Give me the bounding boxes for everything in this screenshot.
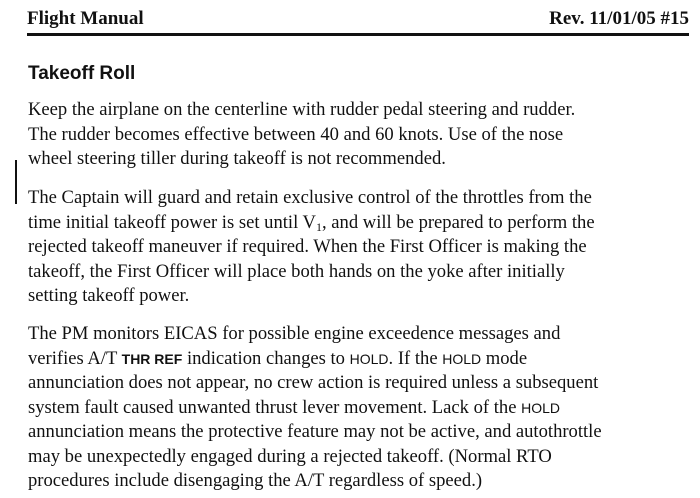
text-run: . If the [388,347,443,369]
text-run: , and will be prepared to perform the [322,211,595,233]
paragraph-line: Keep the airplane on the centerline with rudder pedal steering and rudder. [28,99,576,120]
paragraph-line: setting takeoff power. [28,285,190,306]
text-run: mode [481,347,528,369]
hold-annunciation: HOLD [349,350,389,367]
paragraph-line: annunciation means the protective feature may not be active, and autothrottle [28,421,602,442]
revision-change-bar [15,160,17,204]
paragraph-line: wheel steering tiller during takeoff is not recommended. [28,148,446,169]
v1-subscript: 1 [316,219,322,234]
paragraph-line [28,211,693,236]
paragraph-centerline [28,98,693,172]
paragraph-line: rejected takeoff maneuver if required. When the First Officer is making the [28,236,587,257]
revision-label: Rev. 11/01/05 #15 [549,8,689,29]
paragraph-line: annunciation does not appear, no crew action is required unless a subsequent [28,372,599,393]
paragraph-line: procedures include disengaging the A/T regardless of speed.) [28,470,483,491]
section-title: Takeoff Roll [28,63,136,84]
text-run: system fault caused unwanted thrust lever movement. Lack of the [28,396,522,418]
paragraph-throttle-control [28,186,693,309]
paragraph-line: The rudder becomes effective between 40 and 60 knots. Use of the nose [28,123,564,145]
paragraph-eicas-monitoring [28,322,693,494]
paragraph-line [28,396,693,421]
text-run: verifies A/T [28,347,122,369]
text-run: indication changes to [182,347,350,369]
paragraph-line: The PM monitors EICAS for possible engine exceedence messages and [28,323,561,344]
header-divider [27,33,689,36]
paragraph-line: may be unexpectedly engaged during a rejected takeoff. (Normal RTO [28,445,552,467]
hold-annunciation: HOLD [442,350,482,367]
thr-ref-annunciation: THR REF [121,350,183,367]
hold-annunciation: HOLD [521,399,561,416]
paragraph-line: takeoff, the First Officer will place both hands on the yoke after initially [28,260,565,282]
page-header [27,6,689,32]
manual-title: Flight Manual [27,8,144,29]
text-run: time initial takeoff power is set until V [28,211,316,233]
paragraph-line [28,347,693,372]
paragraph-line: The Captain will guard and retain exclusive control of the throttles from the [28,187,592,208]
